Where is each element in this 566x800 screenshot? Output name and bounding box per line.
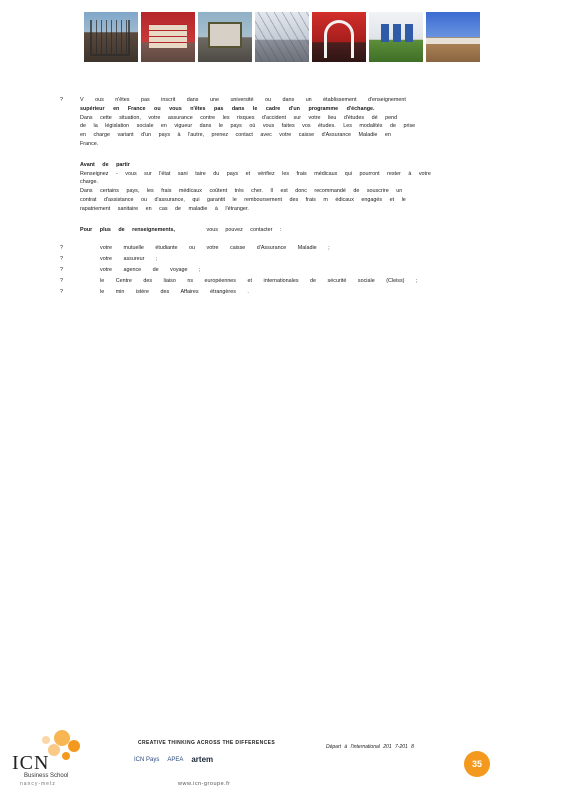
banner-photo-5 <box>312 12 366 62</box>
section-heading-contact <box>80 226 490 235</box>
intro-line-2: supérieur en France ou vous n'êtes pas dans le cadre d'un programme d'échange. <box>80 105 375 112</box>
section1-line: Renseignez - vous sur l'état sani taire du pays et vérifiez les frais médicaux qui pourront rester à votre <box>80 170 431 177</box>
section2-heading-rest: vous pouvez contacter : <box>206 226 282 233</box>
bullet-marker: ? <box>60 97 63 103</box>
intro-line-1: V ous n'êtes pas inscrit dans une université ou dans un établissement d'enseignement <box>80 97 406 103</box>
list-item-text: le min istère des Affaires étrangères . <box>100 288 249 295</box>
page-content <box>60 96 490 298</box>
section-heading-avant: Avant de partir <box>80 161 130 168</box>
icn-logo-subtitle: Business School <box>24 773 69 779</box>
banner-photo-4 <box>255 12 309 62</box>
banner-photo-1 <box>84 12 138 62</box>
list-item-text: le Centre des liaiso ns européennes et internationales de sécurité sociale (Cleiss) ; <box>100 277 418 284</box>
intro-para-line: en charge variant d'un pays à l'autre, prenez contact avec votre caisse d'Assurance Maladie en <box>80 132 391 139</box>
banner-photo-2 <box>141 12 195 62</box>
bullet-marker: ? <box>60 256 63 263</box>
banner-photo-6 <box>369 12 423 62</box>
page-number-badge: 35 <box>464 751 490 777</box>
intro-para-line: de la législation sociale en vigueur dans le pays où vous faites vos études. Les modalités de prise <box>80 123 416 130</box>
running-title: Départ à l'international 201 7-201 8 <box>326 744 414 750</box>
intro-bullet <box>60 96 490 105</box>
bullet-marker: ? <box>60 266 63 273</box>
list-item-text: votre agence de voyage ; <box>100 266 201 273</box>
contact-list <box>60 244 490 296</box>
banner-photo-3 <box>198 12 252 62</box>
section1-line: charge. <box>80 179 98 186</box>
partner-logo: APEA <box>167 756 184 763</box>
intro-para-line: Dans cette situation, votre assurance contre les risques d'accident sur votre lieu d'études dé pend <box>80 114 398 121</box>
intro-paragraph <box>80 114 490 149</box>
section1-line: Dans certains pays, les frais médicaux coûtent très cher. Il est donc recommandé de souscrire un <box>80 188 403 195</box>
intro-para-line: France. <box>80 140 99 147</box>
list-item-text: votre assureur ; <box>100 256 158 263</box>
header-photo-banner <box>84 12 480 62</box>
partner-logo: artem <box>191 755 214 764</box>
footer-tagline: CREATIVE THINKING ACROSS THE DIFFERENCES <box>138 740 276 746</box>
footer-url[interactable]: www.icn-groupe.fr <box>178 781 231 787</box>
list-item <box>60 266 490 275</box>
partner-logo: ICN Pays <box>134 756 160 763</box>
list-item <box>60 288 490 297</box>
list-item <box>60 244 490 253</box>
list-item <box>60 255 490 264</box>
bullet-marker: ? <box>60 277 63 284</box>
bullet-marker: ? <box>60 288 63 295</box>
list-item-text: votre mutuelle étudiante ou votre caisse d'Assurance Maladie ; <box>100 245 330 252</box>
section2-heading-bold: Pour plus de renseignements, <box>80 226 175 233</box>
bullet-marker: ? <box>60 245 63 252</box>
partner-logos <box>134 755 213 764</box>
banner-photo-7 <box>426 12 480 62</box>
icn-logo-text: ICN <box>12 752 50 774</box>
section1-paragraph <box>80 170 490 214</box>
section1-line: contrat d'assistance ou d'assurance, qui garantit le remboursement des frais m édicaux engagés et le <box>80 196 406 203</box>
section1-line: rapatriement sanitaire en cas de maladie à l'étranger. <box>80 205 249 212</box>
list-item <box>60 277 490 286</box>
icn-logo-location: nancy-metz <box>20 781 56 787</box>
